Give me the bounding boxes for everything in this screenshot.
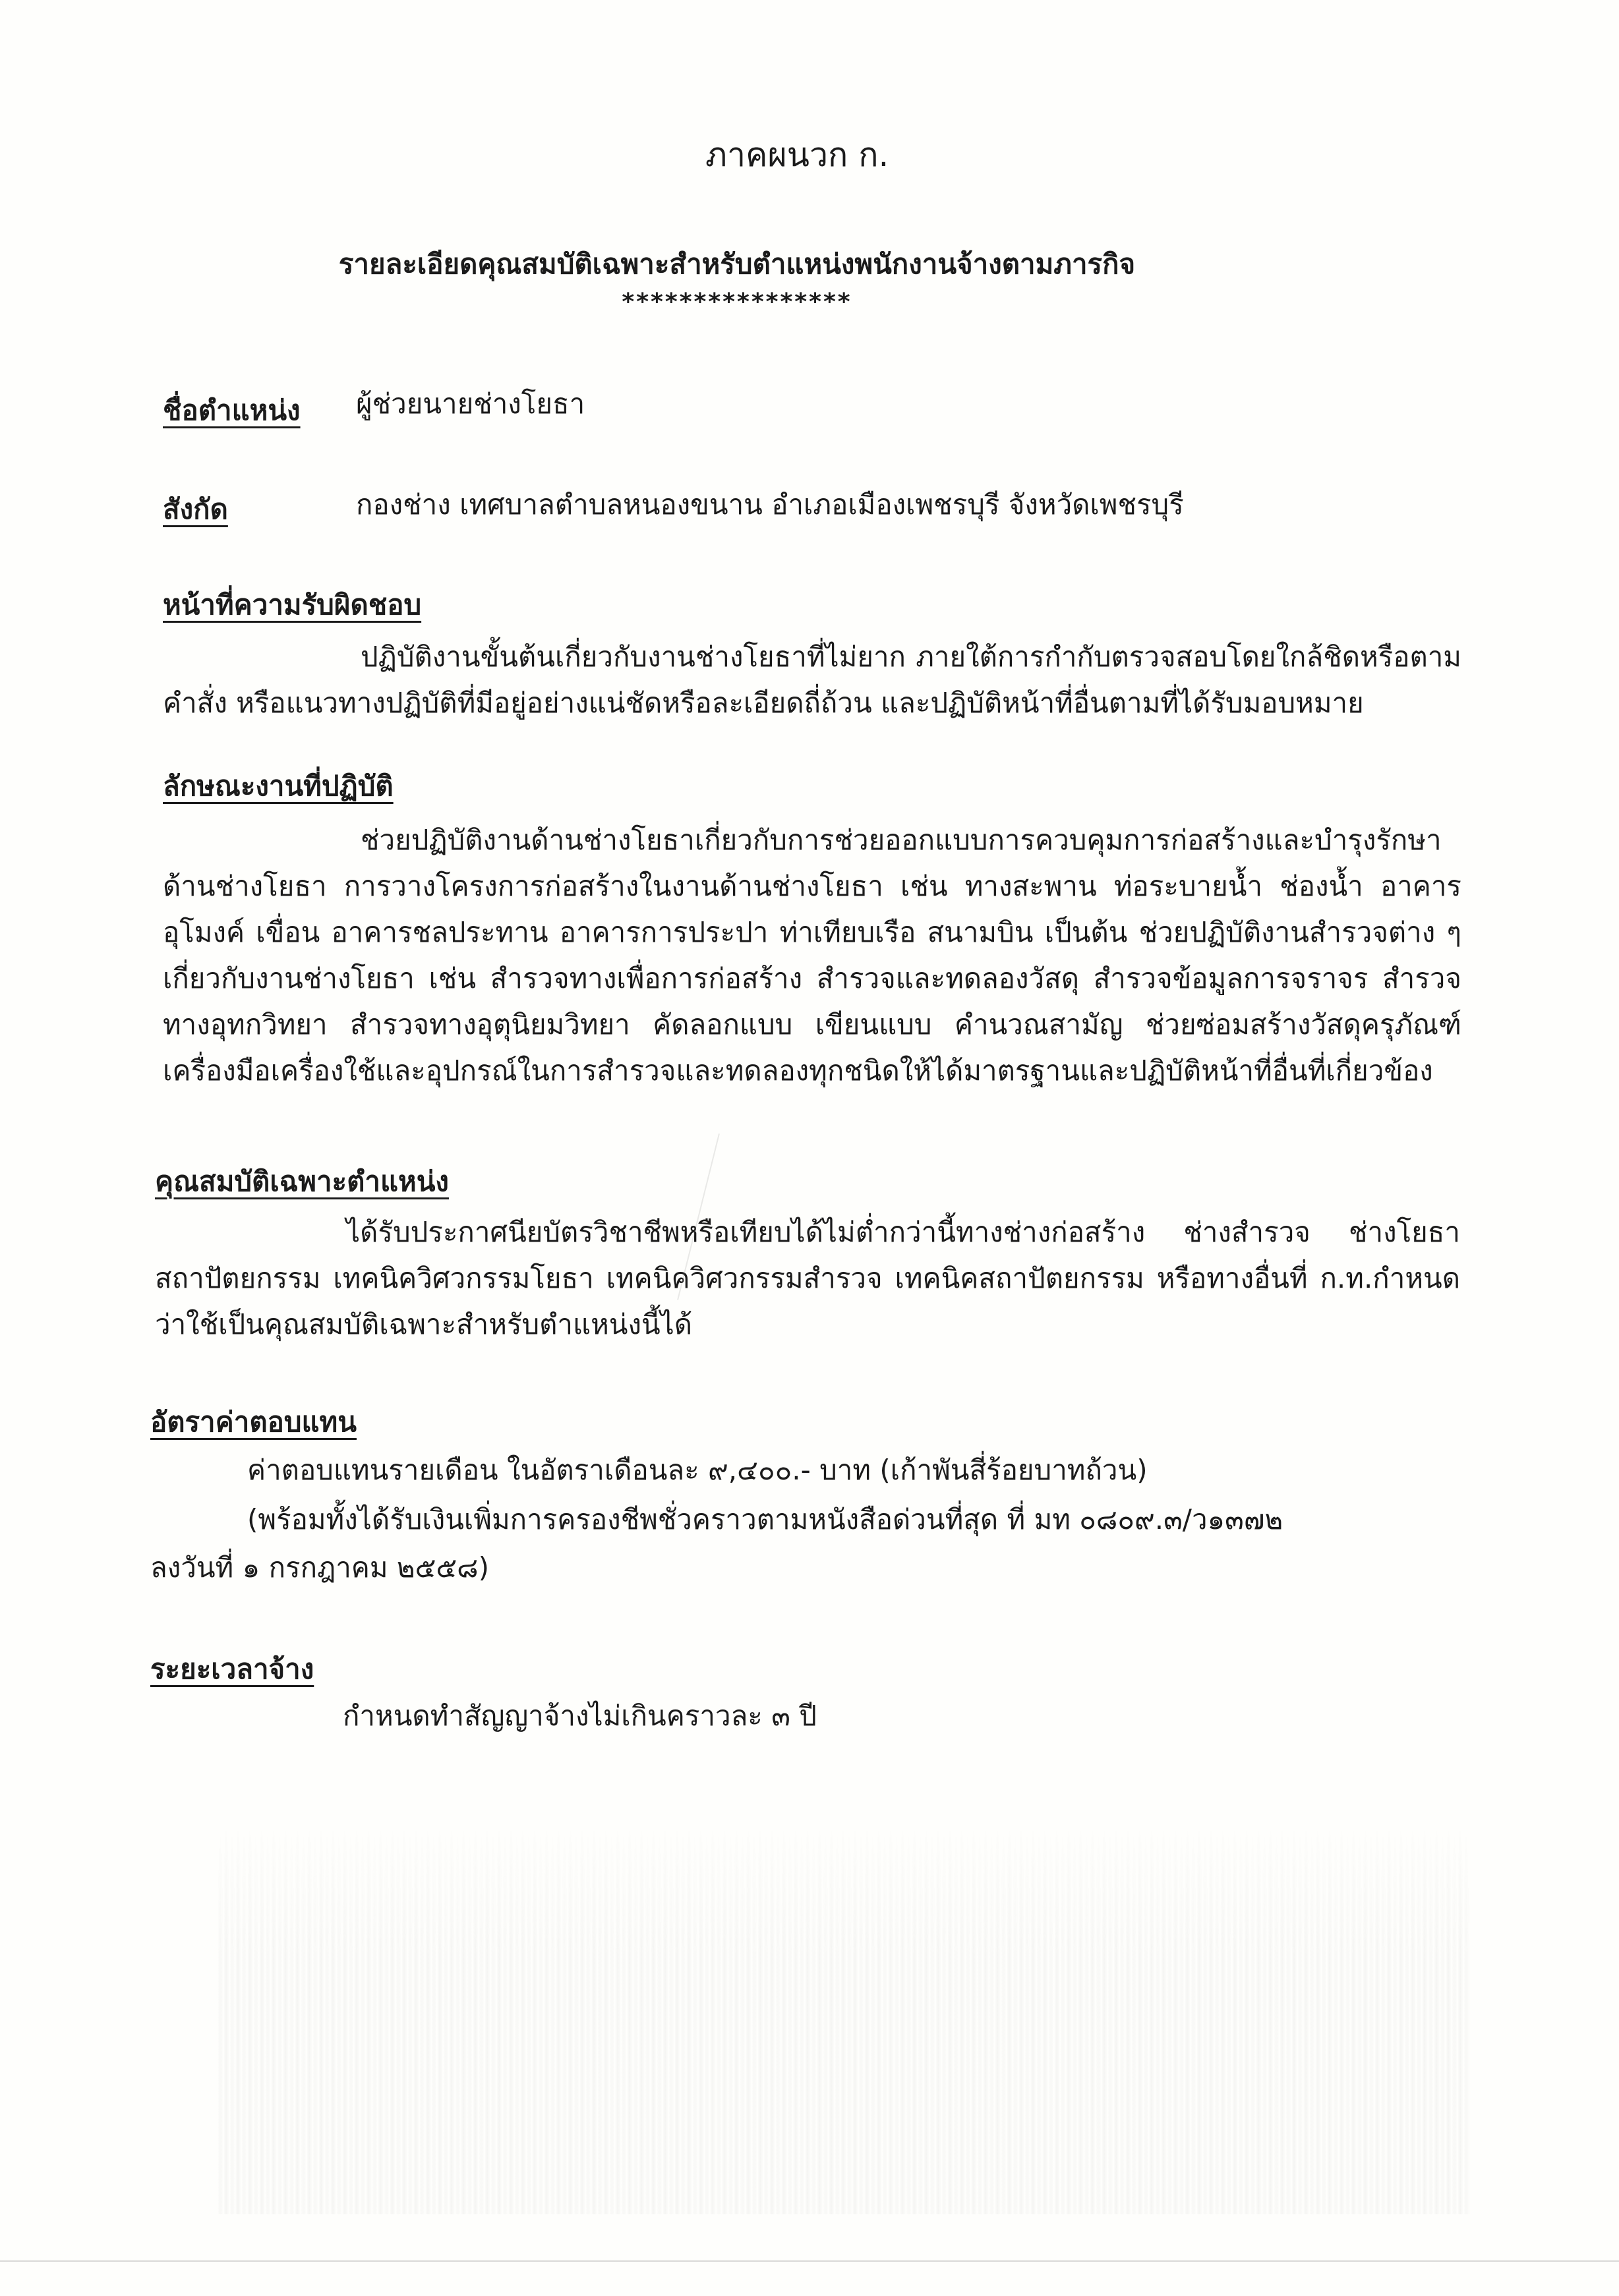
duration-heading: ระยะเวลาจ้าง: [150, 1653, 314, 1685]
job-nature-text: [163, 817, 1461, 1094]
responsibilities-body: ปฏิบัติงานขั้นต้นเกี่ยวกับงานช่างโยธาที่ไม่ยาก ภายใต้การกำกับตรวจสอบโดยใกล้ชิดหรือตามคำสั่ง หรือแนวทางปฏิบัติที่มีอยู่อย่างแน่ชัดหรือละเอียดถี่ถ้วน และปฏิบัติหน้าที่อื่นตามที่ได้รับมอบหมาย: [163, 641, 1461, 719]
main-title: รายละเอียดคุณสมบัติเฉพาะสำหรับตำแหน่งพนักงานจ้างตามภารกิจ: [338, 248, 1136, 280]
scan-smudge: [218, 1819, 1470, 2214]
qualifications-heading: คุณสมบัติเฉพาะตำแหน่ง: [155, 1165, 449, 1197]
qualifications-text: [155, 1209, 1460, 1348]
compensation-line2: (พร้อมทั้งได้รับเงินเพิ่มการครองชีพชั่วคราวตามหนังสือด่วนที่สุด ที่ มท ๐๘๐๙.๓/ว๑๓๗๒: [247, 1503, 1283, 1535]
qualifications-body: ได้รับประกาศนียบัตรวิชาชีพหรือเทียบได้ไม่ต่ำกว่านี้ทางช่างก่อสร้าง ช่างสำรวจ ช่างโยธา สถาปัตยกรรม เทคนิควิศวกรรมโยธา เทคนิควิศวกรรมสำรวจ เทคนิคสถาปัตยกรรม หรือทางอื่นที่ ก.ท.กำหนดว่าใช้เป็นคุณสมบัติเฉพาะสำหรับตำแหน่งนี้ได้: [155, 1216, 1460, 1340]
position-value: ผู้ช่วยนายช่างโยธา: [356, 387, 585, 420]
title-separator: ****************: [622, 289, 852, 316]
affiliation-label: สังกัด: [163, 493, 228, 525]
scan-edge-line: [0, 2260, 1619, 2262]
duration-text: กำหนดทำสัญญาจ้างไม่เกินคราวละ ๓ ปี: [343, 1700, 817, 1732]
job-nature-heading: ลักษณะงานที่ปฏิบัติ: [163, 770, 394, 802]
job-nature-body: ช่วยปฏิบัติงานด้านช่างโยธาเกี่ยวกับการช่วยออกแบบการควบคุมการก่อสร้างและบำรุงรักษาด้านช่างโยธา การวางโครงการก่อสร้างในงานด้านช่างโยธา เช่น ทางสะพาน ท่อระบายน้ำ ช่องน้ำ อาคาร อุโมงค์ เขื่อน อาคารชลประทาน อาคารการประปา ท่าเทียบเรือ สนามบิน เป็นต้น ช่วยปฏิบัติงานสำรวจต่าง ๆ เกี่ยวกับงานช่างโยธา เช่น สำรวจทางเพื่อการก่อสร้าง สำรวจและทดลองวัสดุ สำรวจข้อมูลการจราจร สำรวจทางอุทกวิทยา สำรวจทางอุตุนิยมวิทยา คัดลอกแบบ เขียนแบบ คำนวณสามัญ ช่วยซ่อมสร้างวัสดุครุภัณฑ์ เครื่องมือเครื่องใช้และอุปกรณ์ในการสำรวจและทดลองทุกชนิดให้ได้มาตรฐานและปฏิบัติหน้าที่อื่นที่เกี่ยวข้อง: [163, 824, 1461, 1087]
affiliation-value: กองช่าง เทศบาลตำบลหนองขนาน อำเภอเมืองเพชรบุรี จังหวัดเพชรบุรี: [356, 488, 1184, 521]
compensation-heading: อัตราค่าตอบแทน: [150, 1406, 357, 1438]
appendix-title: ภาคผนวก ก.: [705, 136, 889, 174]
responsibilities-heading: หน้าที่ความรับผิดชอบ: [163, 588, 422, 621]
compensation-line1: ค่าตอบแทนรายเดือน ในอัตราเดือนละ ๙,๔๐๐.- บาท (เก้าพันสี่ร้อยบาทถ้วน): [247, 1454, 1148, 1486]
responsibilities-text: [163, 634, 1461, 726]
compensation-line3: ลงวันที่ ๑ กรกฎาคม ๒๕๕๘): [150, 1551, 489, 1584]
position-label: ชื่อตำแหน่ง: [163, 394, 301, 426]
